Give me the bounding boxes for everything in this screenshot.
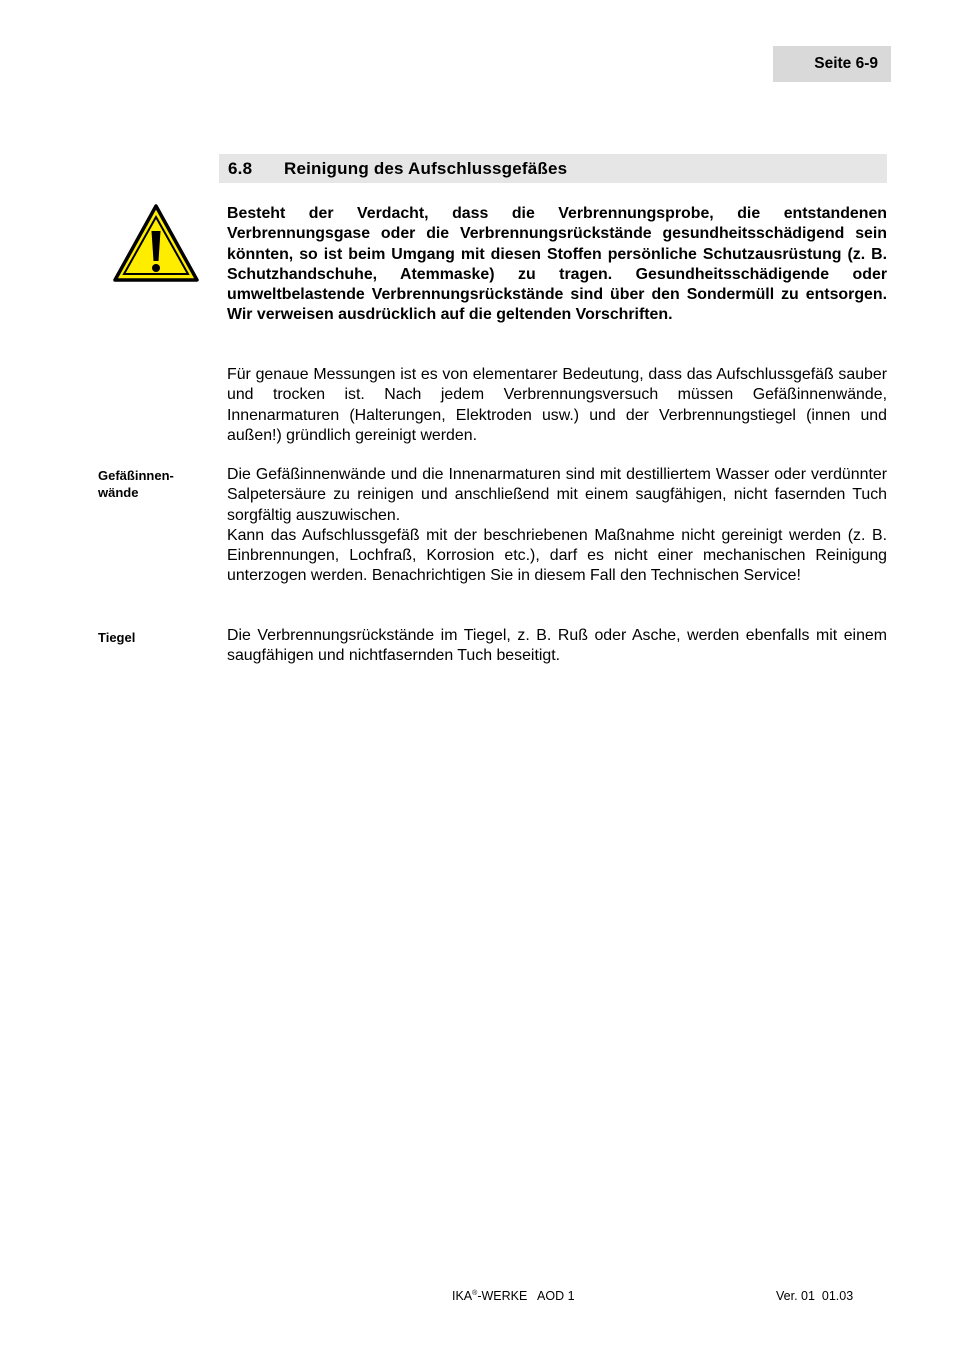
safety-warning-text: Besteht der Verdacht, dass die Verbrennungsprobe, die entstandenen Verbrennungsgase oder die Verbrennungsrückstände gesundheitsschädigend sein könnten, so ist beim Umgang mit diesen Stoffen persönliche Schutzausrüstung (z. B. Schutzhandschuhe, Atemmaske) zu tragen. Gesundheitsschädigende oder umweltbelastende Verbrennungsrückstände sind über den Sondermüll zu entsorgen. Wir verweisen ausdrücklich auf die geltenden Vorschriften. (227, 205, 887, 324)
margin-label-vessel-walls (98, 467, 184, 501)
vessel-walls-text-1: Die Gefäßinnenwände und die Innenarmaturen sind mit destilliertem Wasser oder verdünnter Salpetersäure zu reinigen und anschließend mit einem saugfähigen, nicht fasernden Tuch sorgfältig auszuwischen. (227, 466, 887, 524)
vessel-walls-text-2: Kann das Aufschlussgefäß mit der beschriebenen Maßnahme nicht gereinigt werden (z. B. Einbrennungen, Lochfraß, Korrosion etc.), darf es nicht einer mechanischen Reinigung unterzogen werden. Benachrichtigen Sie in diesem Fall den Technischen Service! (227, 526, 887, 585)
footer-brand: IKA (452, 1289, 473, 1303)
footer-brand-suffix: -WERKE AOD 1 (477, 1289, 575, 1303)
warning-triangle-icon (112, 203, 200, 283)
vessel-label-text: Gefäßinnen-wände (98, 468, 174, 500)
cleaning-intro-paragraph: Für genaue Messungen ist es von elementarer Bedeutung, dass das Aufschlussgefäß sauber und trocken ist. Nach jedem Verbrennungsversuch müssen Gefäßinnenwände, Innenarmaturen (Halterungen, Elektroden usw.) und der Verbrennungstiegel (innen und außen!) gründlich gereinigt werden. (227, 366, 887, 444)
section-number: 6.8 (228, 158, 253, 178)
margin-label-crucible: Tiegel (98, 630, 136, 645)
registered-mark: ® (472, 1289, 478, 1297)
footer-document-id (452, 1289, 575, 1303)
vessel-walls-paragraph (227, 465, 887, 587)
page-number-badge (773, 46, 891, 82)
crucible-paragraph: Die Verbrennungsrückstände im Tiegel, z. B. Ruß oder Asche, werden ebenfalls mit einem saugfähigen und nichtfasernden Tuch beseitigt. (227, 627, 887, 665)
section-title: Reinigung des Aufschlussgefäßes (284, 158, 568, 178)
footer-version: Ver. 01 01.03 (776, 1289, 854, 1303)
section-heading (219, 154, 887, 183)
page-number-label: Seite 6-9 (814, 55, 878, 72)
